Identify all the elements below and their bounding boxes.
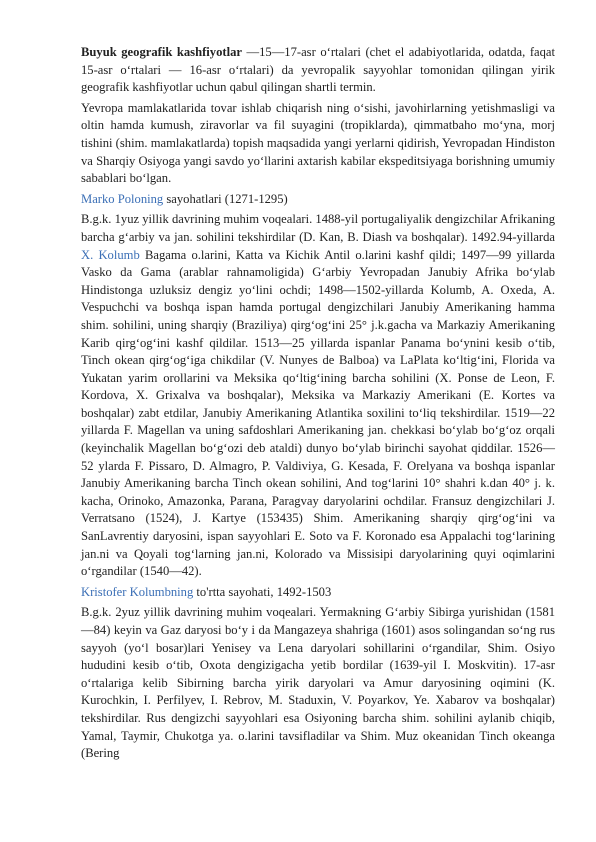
document-body	[81, 44, 555, 766]
caption-columbus-text: to'rtta sayohati, 1492-1503	[193, 584, 332, 599]
link-kristofer-kolumb[interactable]: Kristofer Kolumbning	[81, 584, 194, 599]
paragraph-causes: Yevropa mamlakatlarida tovar ishlab chiqarish ning oʻsishi, javohirlarning yetishmasligi va oltin hamda kumush, ziravorlar va fil suyagini (tropiklarda), qimmatbaho moʻyna, morj tishini (shim. mamlakatlarda) topish maqsadida yangi yerlarni qidirish, Yevropadan Hindiston va Sharqiy Osiyoga yangi savdo yoʻllarini axtarish kabilar ekspeditsiyaga borishning umumiy sabablari boʻlgan.	[81, 100, 555, 186]
paragraph-intro	[81, 44, 555, 97]
first-period-text-a: B.g.k. 1yuz yillik davrining muhim voqealari. 1488-yil portugaliyalik dengizchilar Afrikaning barcha gʻarbiy va jan. sohilini tekshirdilar (D. Kan, B. Diash va boshqalar). 1492.94-yillarda	[81, 212, 555, 244]
link-marko-polo[interactable]: Marko Poloning	[81, 191, 164, 206]
first-period-text-b: Bagama o.larini, Katta va Kichik Antil o.larini kashf qildi; 1497—99 yillarda Vasko da Gama (arablar rahnamoligida) Gʻarbiy Yevropadan Janubiy Afrika boʻylab Hindistonga uzluksiz dengiz yoʻlini ochdi; 1498—1502-yillarda Kolumb, A. Oxeda, A. Vespuchchi va boshqa ispan hamda portugal dengizchilari Janubiy Amerikaning hamma shim. sohilini, uning sharqiy (Braziliya) qirgʻogʻini 25° j.k.gacha va Markaziy Amerikaning Karib qirgʻogʻini kashf qildilar. 1513—25 yillarda ispanlar Panama boʻynini kesib oʻtib, Tinch okean qirgʻogʻiga chikdilar (V. Nunyes de Balboa) va LaPlata koʻltigʻini, Florida va Yukatan yarim orollarini va Meksika qoʻltigʻining barcha sohilini (X. Ponse de Leon, F. Kordova, X. Grixalva va boshqalar), Meksika va Markaziy Amerikani (E. Kortes va boshqalar) zabt etdilar, Janubiy Amerikaning Atlantika soxilini toʻliq tekshirdilar. 1519—22 yillarda F. Magellan va uning safdoshlari Amerikaning jan. chekkasi boʻylab boʻgʻoz orqali (keyinchalik Magellan boʻgʻozi deb ataldi) dunyo boʻylab birinchi sayohat qiddilar. 1526—52 ylarda F. Pissaro, D. Almagro, P. Valdiviya, G. Kesada, F. Orelyana va boshqa ispanlar Janubiy Amerikaning barcha Tinch okean sohilini, And togʻlarini 10° shahri k.dan 40° j. k. kacha, Orinoko, Amazonka, Parana, Paragvay daryolarini ochdilar. Fransuz dengizchilari J. Verratsano (1524), J. Kartye (153435) Shim. Amerikaning sharqiy qirgʻogʻini va SanLavrentiy daryosini, ispan sayyohlari E. Soto va F. Koronado esa Appalachi togʻlarining jan.ni va Qoyali togʻlarning jan.ni, Kolorado va Missisipi daryolarining quyi oqimlarini oʻrgandilar (1540—42).	[81, 247, 555, 579]
intro-text: —15—17-asr oʻrtalari (chet el adabiyotlarida, odatda, faqat 15-asr oʻrtalari — 16-asr oʻrtalari) da yevropalik sayyohlar tomonidan qilingan yirik geografik kashfiyotlar uchun qabul qilingan shartli termin.	[81, 45, 555, 95]
link-kolumb[interactable]: X. Kolumb	[81, 247, 140, 262]
caption-marco-polo	[81, 191, 555, 209]
term-heading: Buyuk geografik kashfiyotlar	[81, 45, 242, 59]
caption-marco-polo-text: sayohatlari (1271-1295)	[163, 191, 288, 206]
paragraph-first-period	[81, 211, 555, 580]
paragraph-second-period: B.g.k. 2yuz yillik davrining muhim voqealari. Yermakning Gʻarbiy Sibirga yurishidan (1581—84) keyin va Gaz daryosi boʻy i da Mangazeya shahriga (1601) asos solingandan soʻng rus sayyoh (yoʻl bosar)lari Yenisey va Lena daryolari sohillarini oʻrgandilar, Shim. Osiyo hududini kesib oʻtib, Oxota dengizigacha yetib bordilar (1639-yil I. Moskvitin). 17-asr oʻrtalariga kelib Sibirning barcha yirik daryolari va Amur daryosining oqimini (K. Kurochkin, I. Perfilyev, I. Rebrov, M. Staduxin, V. Poyarkov, Ye. Xabarov va boshqalar) tekshirdilar. Rus dengizchi sayyohlari esa Osiyoning barcha shim. sohilini aylanib chiqib, Yamal, Taymir, Chukotga ya. o.larini tavsifladilar va Shim. Muz okeanidan Tinch okeanga (Bering	[81, 605, 555, 761]
caption-columbus	[81, 584, 555, 602]
